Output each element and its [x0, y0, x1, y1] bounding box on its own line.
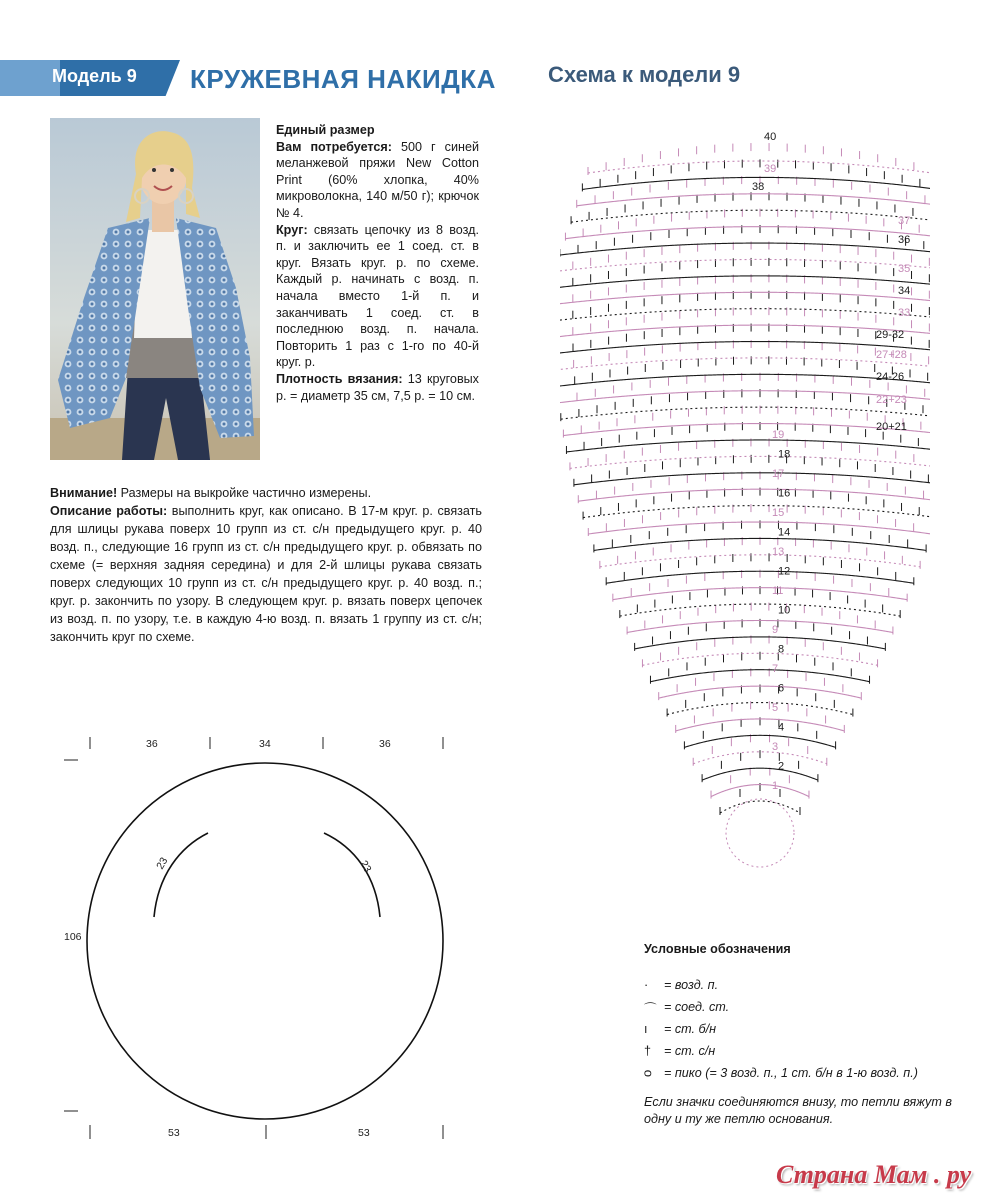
row-label: 29-32 [876, 329, 905, 341]
description-text: выполнить круг, как описано. В 17-м круг. р. связать для шлицы рукава поверх 10 групп из ст. с/н предыдущего круг. р. 40 возд. п., следующие 16 групп из ст. с/н предыдущего круг. р. обвязать по схеме (= верхняя задняя середина) и для 2-й шлицы рукава связать поверх следующих 10 групп из ст. с/н предыдущего круг. р. 40 возд. п.; круг. р. закончить по узору. В следующем круг. р. вязать поверх цепочек из возд. п. по узору, т.е. в каждую 4-ю возд. п. вязать 1 группу из ст. с/н; закончить круг по схеме. [50, 504, 482, 644]
scheme-row-arc [560, 292, 930, 304]
intro-text [276, 122, 479, 404]
legend-item-sc [644, 1018, 964, 1040]
circle-label: Круг: [276, 222, 308, 237]
row-label: 1 [772, 780, 779, 792]
row-label: 5 [772, 702, 779, 714]
top-dim-right: 36 [379, 738, 391, 750]
page-title: КРУЖЕВНАЯ НАКИДКА [190, 64, 496, 94]
scheme-row-arc [560, 374, 930, 386]
row-label: 12 [778, 565, 791, 578]
scheme-row-arc [566, 440, 930, 452]
site-watermark: Страна Мам . ру [776, 1160, 972, 1189]
legend-text: = возд. п. [664, 978, 719, 992]
legend [644, 942, 964, 1128]
crochet-scheme [560, 128, 930, 878]
row-label: 17 [772, 468, 785, 480]
chain-stitch-icon: · [644, 978, 649, 992]
row-label: 3 [772, 741, 779, 753]
scheme-row-arc [560, 243, 930, 255]
model-photo [50, 118, 260, 460]
model-header-accent [0, 60, 60, 96]
scheme-row-arc [650, 670, 869, 682]
bottom-dim-left: 53 [168, 1127, 180, 1139]
density-text: 13 круговых р. = диаметр 35 см, 7,5 р. = 10 см. [276, 371, 479, 403]
row-label: 2 [778, 760, 785, 773]
circle-text: связать цепочку из 8 возд. п. и заключить ее 1 соед. ст. в круг. Вязать круг. р. по схеме. Каждый р. начинать с возд. п. начала вместо 1-й п. и заканчивать 1 соед. ст. в последнюю возд. п. начала. Повторить 1 раз с 1-го по 40-й круг. р. [276, 222, 479, 370]
scheme-row-arc [560, 259, 930, 271]
row-label: 18 [778, 448, 791, 461]
legend-note: Если значки соединяются внизу, то петли вяжут в одну и ту же петлю основания. [644, 1095, 952, 1126]
scheme-row-arc [578, 489, 930, 501]
scheme-row-arc [560, 391, 930, 403]
legend-item-slip [644, 996, 964, 1018]
row-label: 35 [898, 263, 911, 275]
scheme-row-labels [752, 131, 910, 792]
pattern-circle [87, 763, 443, 1119]
woman-in-blue-lace-shawl-photo [50, 118, 260, 460]
row-label: 10 [778, 604, 791, 617]
row-label: 27+28 [876, 349, 907, 361]
row-label: 36 [898, 234, 911, 246]
sleeve-slit-left [154, 833, 208, 917]
scheme-row-arc [667, 703, 853, 715]
scheme-rows [560, 143, 930, 867]
row-label: 24-26 [876, 371, 905, 383]
row-label: 39 [764, 163, 777, 175]
legend-text: = пико (= 3 возд. п., 1 ст. б/н в 1-ю возд. п.) [664, 1066, 918, 1080]
row-label: 37 [898, 215, 911, 227]
row-label: 14 [778, 526, 791, 539]
top-dim-center: 34 [259, 738, 271, 750]
picot-icon: ᴑ [644, 1066, 652, 1080]
row-label: 13 [772, 546, 785, 558]
size-label: Единый размер [276, 123, 375, 137]
row-label: 22+23 [876, 394, 907, 406]
row-label: 9 [772, 624, 779, 636]
row-label: 20+21 [876, 421, 907, 433]
top-dim-left: 36 [146, 738, 158, 750]
scheme-row-arc [561, 407, 930, 419]
scheme-row-arc [720, 801, 800, 813]
row-label: 7 [772, 663, 779, 675]
row-label: 19 [772, 429, 785, 441]
legend-item-picot [644, 1062, 964, 1084]
scheme-center-ring [726, 799, 794, 867]
description-label: Описание работы: [50, 504, 168, 518]
work-description [50, 484, 482, 646]
scheme-row-arc [563, 424, 930, 436]
row-label: 8 [778, 643, 785, 656]
legend-title: Условные обозначения [644, 942, 791, 956]
row-label: 4 [778, 721, 785, 734]
model-label: Модель 9 [52, 66, 137, 86]
legend-text: = ст. с/н [664, 1044, 716, 1058]
legend-item-chain [644, 974, 964, 996]
row-label: 11 [772, 585, 784, 597]
materials-text: 500 г синей меланжевой пряжи New Cotton Print (60% хлопка, 40% микроволокна, 140 м/50 г); крючок № 4. [276, 139, 479, 220]
legend-item-dc [644, 1040, 964, 1062]
row-label: 40 [764, 131, 777, 143]
scheme-row-arc [588, 522, 930, 534]
slit-dim-left: 23 [154, 855, 171, 872]
double-crochet-icon: † [644, 1044, 652, 1058]
scheme-row-arc [560, 276, 930, 288]
scheme-row-arc [560, 342, 930, 354]
scheme-row-arc [560, 325, 930, 337]
scheme-row-arc [560, 309, 930, 321]
cutting-pattern [50, 725, 470, 1145]
bottom-dim-right: 53 [358, 1127, 370, 1139]
row-label: 38 [752, 181, 765, 193]
row-label: 34 [898, 285, 911, 297]
attention-label: Внимание! [50, 486, 118, 500]
scheme-row-arc [702, 768, 818, 780]
scheme-row-arc [588, 161, 930, 173]
legend-text: = соед. ст. [664, 1000, 730, 1014]
attention-text: Размеры на выкройке частично измерены. [117, 486, 372, 500]
scheme-row-arc [684, 735, 835, 747]
slip-stitch-icon: ⌒ [644, 1001, 657, 1016]
single-crochet-icon: ı [644, 1022, 648, 1036]
sleeve-slit-right [324, 833, 380, 917]
scheme-row-arc [565, 227, 930, 239]
scheme-row-arc [635, 637, 886, 649]
density-label: Плотность вязания: [276, 371, 403, 386]
scheme-title: Схема к модели 9 [548, 62, 741, 87]
row-label: 6 [778, 682, 785, 695]
row-label: 15 [772, 507, 785, 519]
legend-text: = ст. б/н [664, 1022, 717, 1036]
scheme-row-arc [600, 555, 920, 567]
row-label: 33 [898, 307, 911, 319]
scheme-row-arc [620, 604, 900, 616]
slit-dim-right: 23 [357, 858, 374, 875]
materials-label: Вам потребуется: [276, 139, 392, 154]
row-label: 16 [778, 487, 791, 500]
side-dim: 106 [64, 931, 82, 943]
